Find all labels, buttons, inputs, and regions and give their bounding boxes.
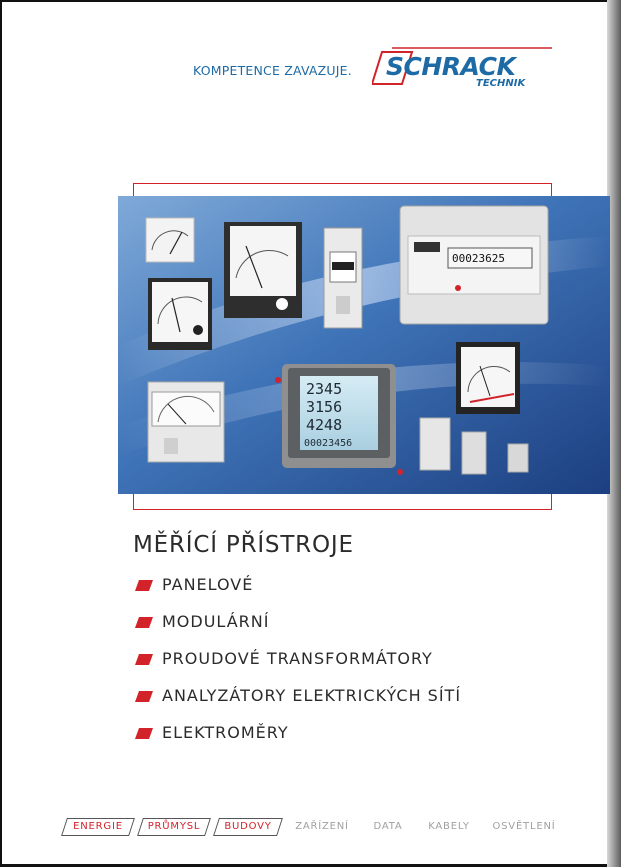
category-label: ELEKTROMĚRY <box>162 723 289 742</box>
modular-analog-meter <box>148 382 224 462</box>
analyzer-reading-2: 3156 <box>306 398 343 416</box>
kw-panel-meter <box>148 278 212 350</box>
red-bullet-icon <box>135 654 153 665</box>
nav-osvetleni[interactable]: OSVĚTLENÍ <box>492 821 556 832</box>
cosphi-panel-meter <box>224 222 302 318</box>
nav-budovy[interactable]: BUDOVY <box>216 818 280 836</box>
category-label: PROUDOVÉ TRANSFORMÁTORY <box>162 649 433 668</box>
schrack-logo <box>372 46 557 90</box>
kvar-panel-meter <box>146 218 194 262</box>
red-bullet-icon <box>135 580 153 591</box>
analyzer-reading-3: 4248 <box>306 416 343 434</box>
meter-counter-value: 00023625 <box>452 252 505 265</box>
nav-zarizeni[interactable]: ZAŘÍZENÍ <box>295 821 349 832</box>
ampere-panel-meter <box>456 342 520 414</box>
page-title: MĚŘÍCÍ PŘÍSTROJE <box>133 532 354 558</box>
logo-sub-text: TECHNIK <box>476 78 526 89</box>
category-label: ANALYZÁTORY ELEKTRICKÝCH SÍTÍ <box>162 686 462 705</box>
nav-energie[interactable]: ENERGIE <box>64 818 132 836</box>
network-analyzer <box>275 364 403 475</box>
category-label: MODULÁRNÍ <box>162 612 270 631</box>
red-bullet-icon <box>135 728 153 739</box>
measuring-devices-photo <box>118 196 610 494</box>
page-border-top <box>0 0 621 2</box>
nav-data[interactable]: DATA <box>373 821 403 832</box>
nav-kabely[interactable]: KABELY <box>428 821 470 832</box>
nav-prumysl[interactable]: PRŮMYSL <box>140 818 208 836</box>
footer-category-nav <box>64 818 564 838</box>
page-border-left <box>0 0 2 867</box>
electricity-meter <box>400 206 548 324</box>
analyzer-reading-4: 00023456 <box>304 438 353 449</box>
logo-brand-text: SCHRACK <box>386 52 516 81</box>
category-label: PANELOVÉ <box>162 575 254 594</box>
analyzer-reading-1: 2345 <box>306 380 343 398</box>
tagline: KOMPETENCE ZAVAZUJE. <box>193 63 352 78</box>
red-bullet-icon <box>135 691 153 702</box>
modular-energy-counter <box>324 228 362 328</box>
red-bullet-icon <box>135 617 153 628</box>
